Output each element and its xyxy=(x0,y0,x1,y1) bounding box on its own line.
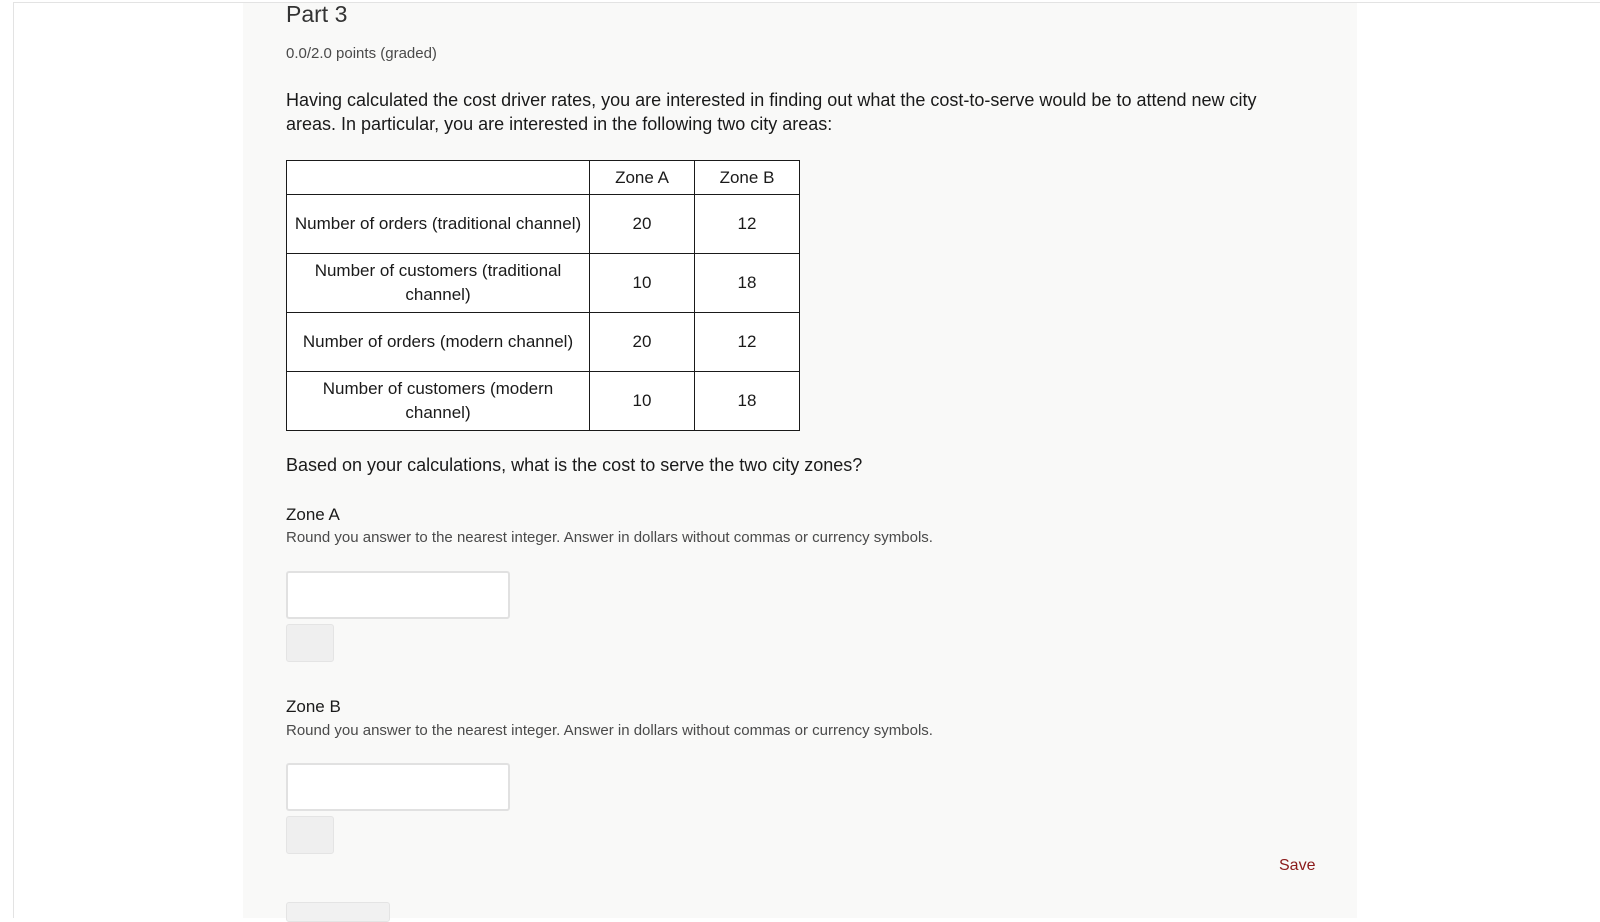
zone-a-submit-button[interactable] xyxy=(286,624,334,662)
submit-button[interactable] xyxy=(286,902,390,922)
zone-a-value: 10 xyxy=(590,372,695,431)
zone-a-value: 10 xyxy=(590,254,695,313)
zone-a-hint: Round you answer to the nearest integer. Answer in dollars without commas or currency symbols. xyxy=(286,529,933,546)
row-label: Number of customers (traditional channel) xyxy=(287,254,590,313)
save-button[interactable]: Save xyxy=(1279,857,1316,874)
table-header-cell: Zone A xyxy=(590,161,695,195)
zone-b-value: 18 xyxy=(695,254,800,313)
table-row xyxy=(287,313,800,372)
points-status: 0.0/2.0 points (graded) xyxy=(286,45,437,62)
zone-b-submit-button[interactable] xyxy=(286,816,334,854)
zone-a-value: 20 xyxy=(590,313,695,372)
zone-a-answer-input[interactable] xyxy=(286,571,510,619)
table-row xyxy=(287,254,800,313)
zone-b-label: Zone B xyxy=(286,697,341,716)
question-text: Based on your calculations, what is the cost to serve the two city zones? xyxy=(286,455,863,475)
table-header-row xyxy=(287,161,800,195)
zone-b-answer-input[interactable] xyxy=(286,763,510,811)
zone-data-table xyxy=(286,160,800,431)
table-header-cell xyxy=(287,161,590,195)
zone-b-hint: Round you answer to the nearest integer. Answer in dollars without commas or currency symbols. xyxy=(286,722,933,739)
row-label: Number of orders (traditional channel) xyxy=(287,195,590,254)
zone-a-value: 20 xyxy=(590,195,695,254)
zone-b-value: 18 xyxy=(695,372,800,431)
zone-a-label: Zone A xyxy=(286,505,340,524)
zone-b-value: 12 xyxy=(695,313,800,372)
zone-b-value: 12 xyxy=(695,195,800,254)
table-header-cell: Zone B xyxy=(695,161,800,195)
row-label: Number of orders (modern channel) xyxy=(287,313,590,372)
part-title: Part 3 xyxy=(286,1,348,27)
problem-intro: Having calculated the cost driver rates, you are interested in finding out what the cost-to-serve would be to attend new city areas. In particular, you are interested in the following two city areas: xyxy=(286,90,1257,134)
row-label: Number of customers (modern channel) xyxy=(287,372,590,431)
table-row xyxy=(287,195,800,254)
table-row xyxy=(287,372,800,431)
